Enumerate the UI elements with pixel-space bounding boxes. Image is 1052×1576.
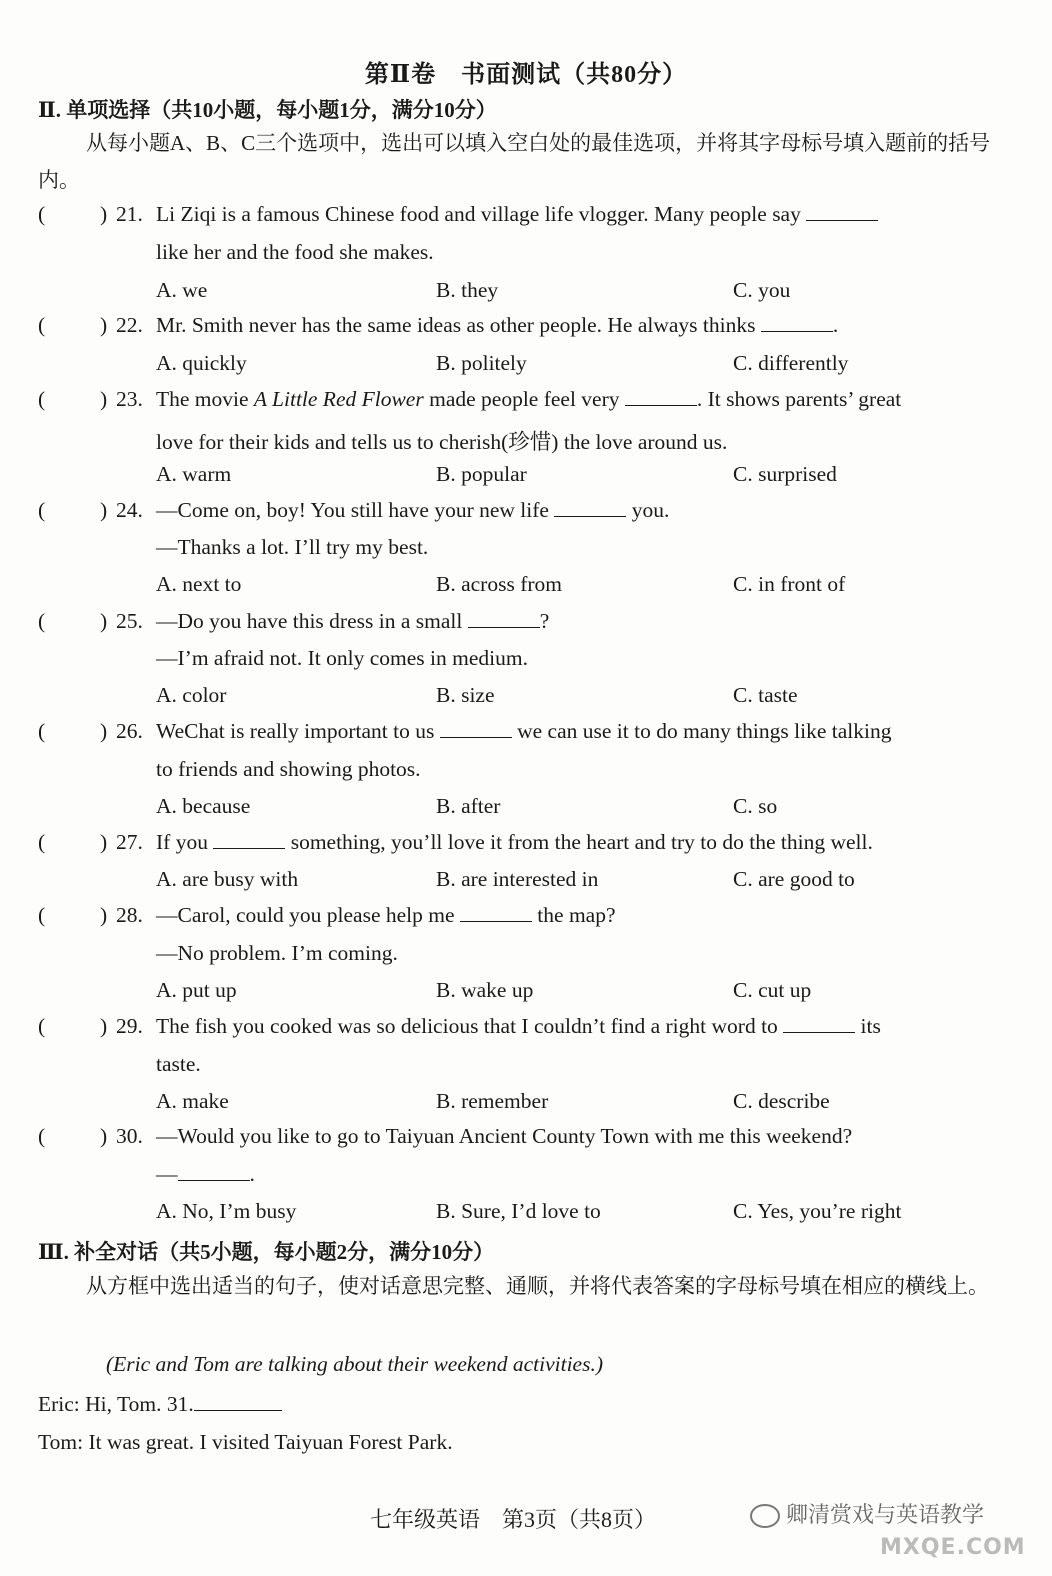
answer-paren-close: ): [100, 609, 108, 633]
answer-paren-open: (: [38, 903, 46, 927]
answer-paren-close: ): [100, 498, 108, 522]
question-text: [156, 202, 878, 227]
option-b: B. they: [436, 278, 499, 302]
answer-blank: [806, 202, 878, 221]
question-text-part: —: [156, 1162, 178, 1186]
question-text-part: we can use it to do many things like talking: [517, 719, 892, 743]
question-text-part: —Carol, could you please help me: [156, 903, 455, 927]
answer-blank: [761, 313, 833, 332]
dialog-line-text: Eric: Hi, Tom. 31.: [38, 1392, 194, 1416]
answer-paren-open: (: [38, 609, 46, 633]
question-text-line2: —No problem. I’m coming.: [156, 941, 398, 965]
option-c: C. surprised: [733, 462, 837, 486]
option-b: B. after: [436, 794, 501, 818]
question-text-part: the map?: [537, 903, 616, 927]
answer-blank-31: [194, 1392, 282, 1411]
option-a: A. are busy with: [156, 867, 299, 891]
question-text-part: .: [832, 313, 839, 337]
option-a: A. No, I’m busy: [156, 1199, 297, 1223]
option-b: B. Sure, I’d love to: [436, 1199, 601, 1223]
question-text: [156, 387, 901, 412]
question-text: [156, 313, 838, 338]
watermark: [750, 1498, 984, 1529]
option-b: B. politely: [436, 351, 527, 375]
answer-blank: [440, 719, 512, 738]
question-text-part: —Do you have this dress in a small: [156, 609, 463, 633]
section-3-instruction: [38, 1268, 1023, 1305]
option-a: A. color: [156, 683, 227, 707]
question-text-part: made people feel very: [423, 387, 620, 411]
answer-blank: [468, 609, 540, 628]
question-number: 28.: [116, 903, 143, 927]
answer-paren-open: (: [38, 830, 46, 854]
question-text-part: Mr. Smith never has the same ideas as other people. He always thinks: [156, 313, 756, 337]
answer-blank: [783, 1014, 855, 1033]
option-b: B. remember: [436, 1089, 549, 1113]
question-text-part: The fish you cooked was so delicious that I couldn’t find a right word to: [156, 1014, 778, 1038]
option-c: C. taste: [733, 683, 798, 707]
question-text: —Would you like to go to Taiyuan Ancient County Town with me this weekend?: [156, 1124, 853, 1148]
answer-paren-close: ): [100, 1014, 108, 1038]
page-footer: 七年级英语 第3页（共8页）: [370, 1507, 657, 1532]
question-number: 23.: [116, 387, 143, 411]
dialog-context: (Eric and Tom are talking about their weekend activities.): [106, 1352, 603, 1376]
option-a: A. we: [156, 278, 208, 302]
question-text-part: .: [249, 1162, 255, 1186]
answer-paren-open: (: [38, 313, 46, 337]
wechat-icon: [750, 1504, 780, 1528]
question-text: [156, 719, 891, 744]
section-2-instruction: [38, 125, 1023, 199]
option-c: C. cut up: [733, 978, 812, 1002]
question-number: 30.: [116, 1124, 143, 1148]
part-title: 第Ⅱ卷 书面测试（共80分）: [364, 62, 688, 88]
answer-blank: [178, 1162, 250, 1181]
answer-blank: [554, 498, 626, 517]
question-text-part: ?: [539, 609, 550, 633]
answer-blank: [213, 830, 285, 849]
option-b: B. across from: [436, 572, 562, 596]
question-text-line2: [156, 1162, 255, 1187]
answer-paren-close: ): [100, 830, 108, 854]
dialog-line-tom: Tom: It was great. I visited Taiyuan Forest Park.: [38, 1430, 453, 1454]
question-text: [156, 498, 669, 523]
answer-paren-close: ): [100, 313, 108, 337]
question-text-part: something, you’ll love it from the heart and try to do the thing well.: [290, 830, 873, 854]
question-number: 27.: [116, 830, 143, 854]
question-text-part: The movie: [156, 387, 254, 411]
answer-blank: [625, 387, 697, 406]
movie-title: A Little Red Flower: [253, 387, 424, 411]
question-text: [156, 830, 873, 855]
question-number: 26.: [116, 719, 143, 743]
answer-paren-open: (: [38, 387, 46, 411]
option-a: A. put up: [156, 978, 237, 1002]
question-number: 25.: [116, 609, 143, 633]
option-c: C. are good to: [733, 867, 855, 891]
option-c: C. you: [733, 278, 791, 302]
option-c: C. so: [733, 794, 778, 818]
answer-paren-close: ): [100, 387, 108, 411]
question-text: [156, 609, 549, 634]
option-a: A. warm: [156, 462, 232, 486]
question-number: 29.: [116, 1014, 143, 1038]
question-text-line2: taste.: [156, 1052, 201, 1076]
answer-paren-close: ): [100, 202, 108, 226]
question-number: 24.: [116, 498, 143, 522]
option-b: B. wake up: [436, 978, 534, 1002]
question-text-line2: —Thanks a lot. I’ll try my best.: [156, 535, 429, 559]
option-c: C. Yes, you’re right: [733, 1199, 902, 1223]
answer-paren-open: (: [38, 1124, 46, 1148]
answer-paren-close: ): [100, 903, 108, 927]
watermark-text: 卿清赏戏与英语教学: [786, 1503, 985, 1528]
dialog-line-eric: [38, 1392, 282, 1417]
question-number: 21.: [116, 202, 143, 226]
question-text-part: you.: [631, 498, 670, 522]
section-3-title: Ⅲ. 补全对话（共5小题，每小题2分，满分10分）: [38, 1240, 495, 1264]
question-text-part: its: [860, 1014, 881, 1038]
question-text-line2: like her and the food she makes.: [156, 240, 434, 264]
answer-blank: [460, 903, 532, 922]
section-3-instruction-text: 从方框中选出适当的句子，使对话意思完整、通顺，并将代表答案的字母标号填在相应的横线上。: [86, 1274, 989, 1298]
answer-paren-open: (: [38, 1014, 46, 1038]
option-c: C. differently: [733, 351, 849, 375]
answer-paren-open: (: [38, 202, 46, 226]
question-text-part: —Come on, boy! You still have your new life: [156, 498, 549, 522]
question-text: [156, 903, 616, 928]
option-b: B. are interested in: [436, 867, 599, 891]
option-c: C. describe: [733, 1089, 830, 1113]
answer-paren-open: (: [38, 719, 46, 743]
question-text-line2: to friends and showing photos.: [156, 757, 421, 781]
option-b: B. size: [436, 683, 495, 707]
answer-paren-close: ): [100, 1124, 108, 1148]
option-a: A. next to: [156, 572, 242, 596]
answer-paren-open: (: [38, 498, 46, 522]
option-a: A. quickly: [156, 351, 247, 375]
section-2-instruction-text: 从每小题A、B、C三个选项中，选出可以填入空白处的最佳选项，并将其字母标号填入题前的括号内。: [38, 131, 991, 192]
question-text-part: . It shows parents’ great: [696, 387, 902, 411]
question-text-part: WeChat is really important to us: [156, 719, 435, 743]
section-2-title: Ⅱ. 单项选择（共10小题，每小题1分，满分10分）: [38, 98, 497, 122]
question-text-line2: love for their kids and tells us to cherish(珍惜) the love around us.: [156, 430, 728, 454]
question-number: 22.: [116, 313, 143, 337]
option-c: C. in front of: [733, 572, 846, 596]
answer-paren-close: ): [100, 719, 108, 743]
option-a: A. because: [156, 794, 251, 818]
question-text-part: Li Ziqi is a famous Chinese food and village life vlogger. Many people say: [156, 202, 801, 226]
watermark-site: MXQE.COM: [880, 1535, 1026, 1560]
question-text: [156, 1014, 881, 1039]
option-b: B. popular: [436, 462, 527, 486]
option-a: A. make: [156, 1089, 229, 1113]
question-text-line2: —I’m afraid not. It only comes in medium.: [156, 646, 528, 670]
question-text-part: If you: [156, 830, 208, 854]
